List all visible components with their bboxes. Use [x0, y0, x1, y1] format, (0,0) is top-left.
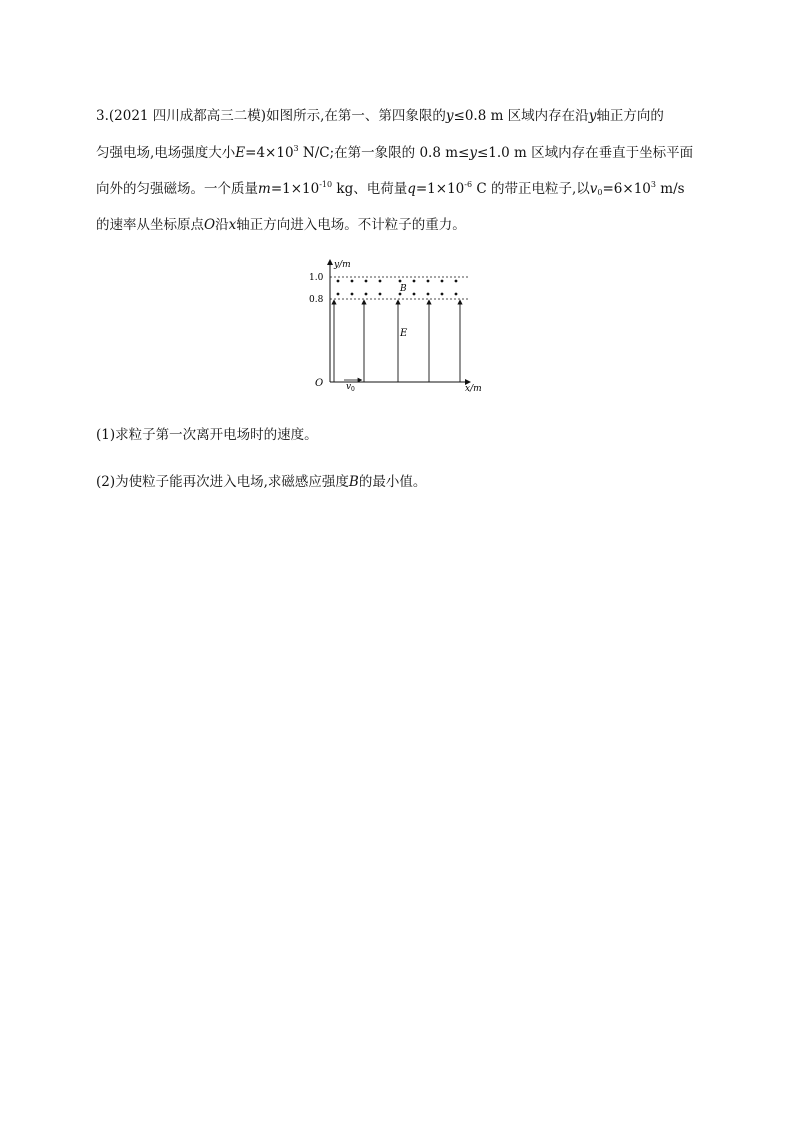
problem-text: 轴正方向进入电场。不计粒子的重力。: [236, 217, 466, 233]
var-y: y: [588, 108, 597, 124]
question-text: (2)为使粒子能再次进入电场,求磁感应强度: [96, 474, 349, 490]
problem-text: =4×10: [245, 145, 294, 161]
tick-label-0-8: 0.8: [309, 295, 324, 305]
var-m: m: [258, 181, 271, 197]
var-E: E: [235, 145, 246, 161]
problem-source: (2021 四川成都高三二模): [108, 108, 267, 124]
exponent: -6: [464, 180, 473, 189]
exponent: -10: [319, 180, 333, 189]
problem-text: 如图所示,在第一、第四象限的: [266, 108, 446, 124]
var-y: y: [469, 145, 477, 161]
problem-text: N/C;在第一象限的 0.8 m≤: [298, 145, 470, 161]
magnetic-field-dots: [337, 280, 458, 296]
velocity-label: v: [346, 382, 352, 392]
problem-text: 轴正方向的: [596, 108, 664, 124]
problem-line-2: [96, 141, 693, 161]
problem-text: 沿: [215, 217, 229, 233]
x-axis-label: x/m: [465, 384, 482, 394]
var-v: v: [589, 181, 598, 197]
var-q: q: [407, 181, 416, 197]
field-label-B: B: [400, 284, 407, 294]
problem-text: ≤1.0 m 区域内存在垂直于坐标平面: [476, 145, 694, 161]
problem-text: m/s: [655, 181, 685, 197]
tick-label-1-0: 1.0: [309, 273, 324, 283]
field-label-E: E: [400, 328, 408, 339]
question-2: [96, 470, 426, 490]
var-B: B: [348, 474, 359, 490]
problem-text: C 的带正电粒子,以: [472, 181, 590, 197]
field-diagram: [300, 252, 500, 398]
problem-text: =6×10: [602, 181, 651, 197]
problem-line-4: [96, 213, 466, 233]
var-y: y: [445, 108, 454, 124]
problem-text: ≤0.8 m 区域内存在沿: [453, 108, 589, 124]
question-1: (1)求粒子第一次离开电场时的速度。: [96, 427, 318, 443]
electric-field-lines: [334, 302, 460, 382]
velocity-subscript: 0: [351, 386, 355, 393]
problem-text: 匀强电场,电场强度大小: [96, 145, 236, 161]
problem-line-3: [96, 177, 685, 197]
subscript: 0: [597, 188, 603, 197]
problem-text: 向外的匀强磁场。一个质量: [96, 181, 258, 197]
problem-text: =1×10: [270, 181, 320, 197]
exponent: 3: [650, 180, 656, 189]
var-x: x: [228, 217, 237, 233]
problem-text: 的速率从坐标原点: [96, 217, 204, 233]
var-O: O: [204, 217, 216, 233]
question-text: 的最小值。: [358, 474, 427, 490]
y-axis-label: y/m: [334, 260, 351, 270]
problem-number: 3.: [96, 108, 109, 124]
problem-text: kg、电荷量: [332, 181, 408, 197]
problem-line-1: [96, 104, 664, 124]
problem-text: =1×10: [415, 181, 465, 197]
origin-label: O: [315, 378, 324, 389]
exponent: 3: [293, 144, 299, 153]
